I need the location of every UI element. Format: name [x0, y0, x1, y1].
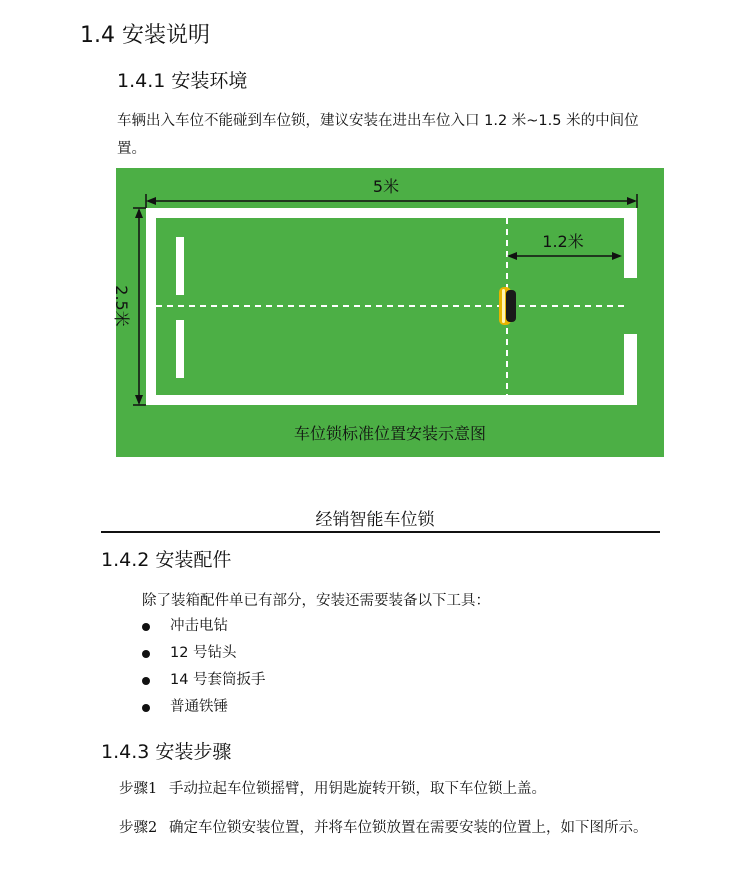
step-text: 手动拉起车位锁摇臂，用钥匙旋转开锁，取下车位锁上盖。 — [169, 781, 546, 797]
diagram-caption: 车位锁标准位置安装示意图 — [293, 424, 487, 443]
step-item — [119, 775, 679, 803]
footer-divider — [101, 531, 660, 533]
parking-lock-diagram — [112, 168, 664, 457]
subsection-title-parts: 1.4.2 安装配件 — [101, 549, 232, 571]
offset-label: 1.2米 — [542, 232, 584, 251]
parts-intro: 除了装箱配件单已有部分，安装还需要装备以下工具： — [142, 593, 490, 609]
step-item — [119, 814, 679, 842]
tool-label: 12 号钻头 — [170, 645, 237, 661]
bullet-icon — [142, 623, 150, 631]
environment-paragraph: 车辆出入车位不能碰到车位锁，建议安装在进出车位入口 1.2 米~1.5 米的中间位置。 — [117, 113, 639, 157]
parking-lock-icon — [499, 287, 516, 325]
list-item — [140, 613, 266, 640]
tool-label: 冲击电钻 — [170, 618, 228, 634]
diagram-svg — [112, 168, 664, 457]
length-dimension — [146, 194, 637, 208]
step-label: 步骤2 — [119, 820, 158, 836]
section-title: 1.4 安装说明 — [80, 23, 210, 48]
list-item — [140, 694, 266, 721]
bullet-icon — [142, 704, 150, 712]
bullet-icon — [142, 677, 150, 685]
list-item — [140, 640, 266, 667]
length-label: 5米 — [372, 177, 400, 196]
width-dimension — [133, 208, 146, 405]
width-label: 2.5米 — [112, 285, 131, 327]
step-label: 步骤1 — [119, 781, 158, 797]
subsection-title-environment: 1.4.1 安装环境 — [117, 70, 248, 92]
step-text: 确定车位锁安装位置，并将车位锁放置在需要安装的位置上，如下图所示。 — [169, 820, 648, 836]
tools-list — [140, 613, 266, 721]
tool-label: 普通铁锤 — [170, 699, 228, 715]
subsection-title-steps: 1.4.3 安装步骤 — [101, 741, 232, 763]
bullet-icon — [142, 650, 150, 658]
offset-dimension — [507, 252, 622, 260]
footer-title: 经销智能车位锁 — [315, 510, 435, 530]
tool-label: 14 号套筒扳手 — [170, 672, 266, 688]
list-item — [140, 667, 266, 694]
entry-marks — [176, 237, 184, 378]
